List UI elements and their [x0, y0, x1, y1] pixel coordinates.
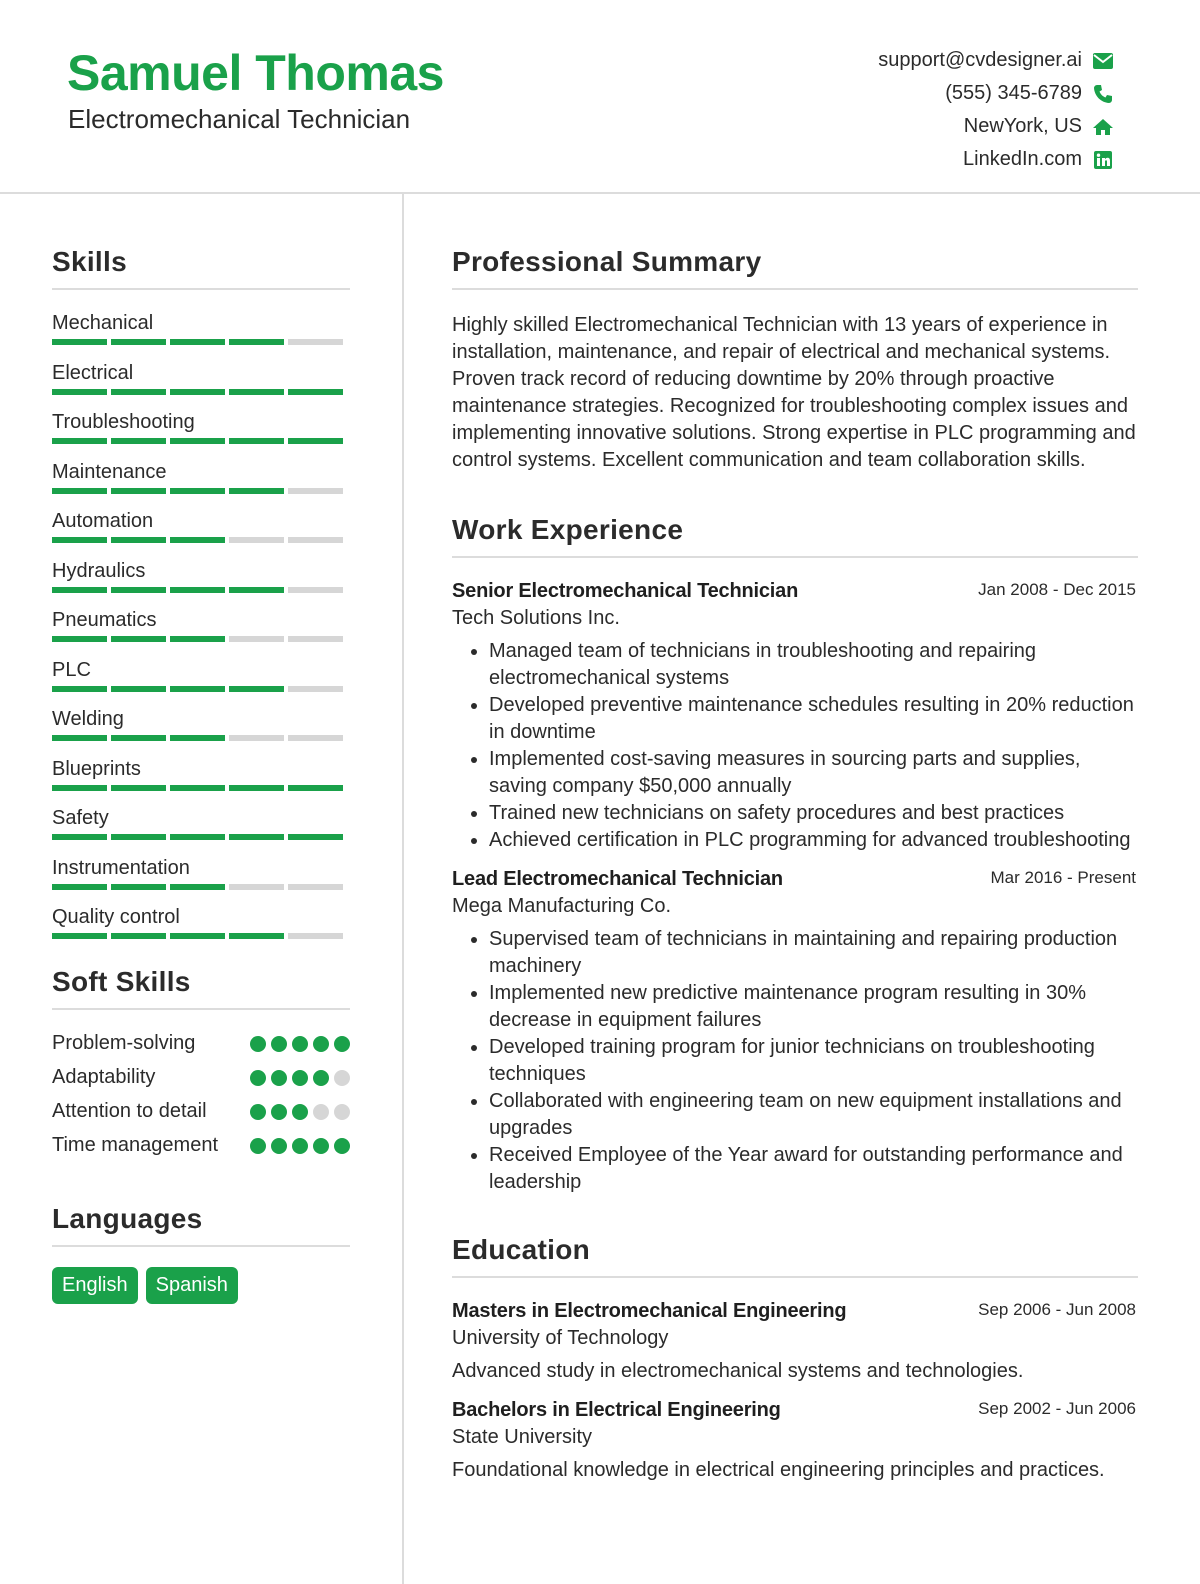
right-column	[452, 246, 1138, 1482]
skill-label: Hydraulics	[52, 559, 146, 582]
rating-dot-filled	[250, 1070, 266, 1086]
skills-section	[52, 246, 350, 956]
skill-segment-empty	[229, 537, 284, 543]
soft-skill-rating	[250, 1104, 350, 1120]
job-bullet: • Received Employee of the Year award for outstanding performance and leadership	[489, 1142, 1138, 1196]
job-bullet: • Trained new technicians on safety procedures and best practices	[489, 800, 1138, 827]
soft-skill-item	[52, 1030, 350, 1057]
language-badge: English	[52, 1267, 138, 1304]
skill-segment-empty	[229, 735, 284, 741]
job-entry	[452, 580, 1138, 854]
skill-segment-filled	[229, 339, 284, 345]
skill-segment-filled	[52, 735, 107, 741]
rating-dot-filled	[292, 1104, 308, 1120]
skill-level-bar	[52, 686, 343, 692]
rating-dot-filled	[313, 1070, 329, 1086]
skill-segment-filled	[52, 636, 107, 642]
education-section	[452, 1234, 1138, 1482]
contact-phone-text[interactable]: (555) 345-6789	[945, 82, 1082, 104]
job-dates: Jan 2008 - Dec 2015	[978, 580, 1136, 599]
skill-label: Automation	[52, 510, 154, 532]
skill-level-bar	[52, 735, 343, 741]
job-bullet: • Achieved certification in PLC programming for advanced troubleshooting	[489, 827, 1138, 854]
soft-skill-item	[52, 1064, 350, 1091]
rating-dot-filled	[292, 1036, 308, 1052]
skill-segment-filled	[52, 587, 107, 593]
soft-skill-rating	[250, 1036, 350, 1052]
contact-email-text[interactable]: support@cvdesigner.ai	[878, 49, 1082, 71]
skill-label: Welding	[52, 708, 124, 730]
rating-dot-filled	[271, 1036, 287, 1052]
skill-level-bar	[52, 537, 343, 543]
skill-segment-filled	[111, 339, 166, 345]
soft-skill-rating	[250, 1138, 350, 1154]
contact-location-text: NewYork, US	[963, 115, 1082, 137]
rating-dot-filled	[292, 1138, 308, 1154]
skill-segment-empty	[229, 884, 284, 890]
skill-segment-filled	[52, 933, 107, 939]
rating-dot-filled	[271, 1104, 287, 1120]
rating-dot-filled	[271, 1070, 287, 1086]
experience-section	[452, 514, 1138, 1196]
skills-list	[52, 312, 350, 956]
rating-dot-empty	[334, 1104, 350, 1120]
skill-segment-filled	[229, 587, 284, 593]
contact-phone[interactable]	[714, 77, 1114, 110]
skill-label: Safety	[52, 807, 109, 829]
skill-item	[52, 857, 350, 907]
language-badge: Spanish	[146, 1267, 238, 1304]
soft-skill-label: Attention to detail	[52, 1099, 207, 1122]
skill-item	[52, 609, 350, 659]
skill-level-bar	[52, 834, 343, 840]
education-school: State University	[452, 1426, 593, 1448]
skills-rule	[52, 288, 350, 290]
skill-item	[52, 758, 350, 808]
education-entry	[452, 1399, 1138, 1482]
summary-section	[452, 246, 1138, 474]
soft-skill-label: Problem-solving	[52, 1031, 196, 1054]
job-bullet: • Implemented cost-saving measures in sourcing parts and supplies, saving company $50,000 annually	[489, 746, 1138, 800]
skill-segment-filled	[52, 785, 107, 791]
skill-segment-filled	[111, 884, 166, 890]
skill-segment-filled	[170, 884, 225, 890]
skill-label: PLC	[52, 658, 91, 681]
skill-item	[52, 906, 350, 956]
skill-segment-filled	[170, 488, 225, 494]
rating-dot-empty	[313, 1104, 329, 1120]
contact-linkedin[interactable]	[714, 143, 1114, 176]
skill-level-bar	[52, 884, 343, 890]
skill-segment-filled	[229, 438, 284, 444]
rating-dot-filled	[334, 1036, 350, 1052]
soft-skill-rating	[250, 1070, 350, 1086]
skill-segment-filled	[229, 488, 284, 494]
education-dates: Sep 2006 - Jun 2008	[978, 1300, 1136, 1319]
education-description: Foundational knowledge in electrical engineering principles and practices.	[452, 1459, 1105, 1481]
skill-segment-filled	[111, 389, 166, 395]
rating-dot-filled	[292, 1070, 308, 1086]
envelope-icon	[1092, 50, 1114, 72]
skill-segment-filled	[111, 933, 166, 939]
skill-level-bar	[52, 636, 343, 642]
column-divider	[402, 194, 404, 1584]
skill-level-bar	[52, 389, 343, 395]
contact-location	[714, 110, 1114, 143]
skill-segment-filled	[52, 884, 107, 890]
job-title: Lead Electromechanical Technician	[452, 868, 783, 890]
languages-rule	[52, 1245, 350, 1247]
languages-list	[52, 1267, 350, 1304]
skill-level-bar	[52, 488, 343, 494]
skill-segment-filled	[170, 686, 225, 692]
skill-label: Mechanical	[52, 312, 154, 334]
skill-segment-filled	[170, 785, 225, 791]
skill-segment-filled	[170, 537, 225, 543]
contact-list	[714, 44, 1114, 176]
education-dates: Sep 2002 - Jun 2006	[978, 1399, 1136, 1418]
skill-segment-filled	[229, 834, 284, 840]
skill-label: Quality control	[52, 906, 180, 928]
skill-segment-filled	[170, 636, 225, 642]
skill-segment-filled	[170, 587, 225, 593]
job-bullet: • Implemented new predictive maintenance program resulting in 30% decrease in equipment failures	[489, 980, 1138, 1034]
skill-segment-filled	[229, 389, 284, 395]
job-bullet: • Supervised team of technicians in maintaining and repairing production machinery	[489, 926, 1138, 980]
soft-skills-heading: Soft Skills	[52, 965, 191, 997]
skill-segment-filled	[52, 488, 107, 494]
education-description: Advanced study in electromechanical systems and technologies.	[452, 1360, 1024, 1382]
skill-segment-empty	[288, 339, 343, 345]
job-entry	[452, 868, 1138, 1196]
skill-segment-filled	[170, 933, 225, 939]
skill-item	[52, 659, 350, 709]
summary-text: Highly skilled Electromechanical Technician with 13 years of experience in installation, maintenance, and repair of electrical and mechanical systems. Proven track record of reducing downtime by 20% through proactive maintenance strategies. Recognized for troubleshooting complex issues and implementing innovative solutions. Strong expertise in PLC programming and control systems. Excellent communication and team collaboration skills.	[452, 314, 1136, 471]
skill-segment-filled	[229, 686, 284, 692]
job-dates: Mar 2016 - Present	[990, 868, 1136, 887]
skill-item	[52, 807, 350, 857]
skill-item	[52, 708, 350, 758]
skill-segment-filled	[229, 785, 284, 791]
phone-icon	[1092, 83, 1114, 105]
skill-segment-filled	[52, 686, 107, 692]
skill-label: Electrical	[52, 361, 134, 384]
left-column	[52, 246, 350, 1304]
languages-heading: Languages	[52, 1202, 203, 1234]
soft-skill-label: Adaptability	[52, 1065, 156, 1088]
skill-item	[52, 312, 350, 362]
skill-segment-empty	[288, 884, 343, 890]
skill-segment-filled	[170, 834, 225, 840]
skill-segment-empty	[288, 587, 343, 593]
job-title: Senior Electromechanical Technician	[452, 580, 799, 602]
skill-label: Blueprints	[52, 757, 141, 780]
experience-heading: Work Experience	[452, 514, 684, 545]
skill-segment-filled	[111, 537, 166, 543]
skill-segment-filled	[52, 438, 107, 444]
skill-label: Troubleshooting	[52, 411, 195, 433]
education-heading: Education	[452, 1234, 591, 1265]
resume-header	[0, 0, 1200, 194]
jobs-list	[452, 580, 1138, 1196]
skill-segment-filled	[288, 438, 343, 444]
soft-skill-item	[52, 1098, 350, 1125]
skill-item	[52, 411, 350, 461]
contact-linkedin-text[interactable]: LinkedIn.com	[963, 148, 1082, 170]
soft-skills-rule	[52, 1008, 350, 1010]
skill-item	[52, 362, 350, 412]
skill-segment-filled	[229, 933, 284, 939]
skill-segment-filled	[170, 389, 225, 395]
skill-segment-filled	[52, 389, 107, 395]
skill-segment-filled	[111, 834, 166, 840]
skill-segment-filled	[111, 488, 166, 494]
skill-segment-filled	[111, 735, 166, 741]
skill-segment-empty	[288, 933, 343, 939]
skill-item	[52, 461, 350, 511]
contact-email[interactable]	[714, 44, 1114, 77]
skill-segment-filled	[170, 438, 225, 444]
job-bullets	[452, 638, 1138, 854]
skill-segment-filled	[52, 537, 107, 543]
skill-segment-empty	[288, 488, 343, 494]
experience-rule	[452, 556, 1138, 558]
skill-level-bar	[52, 438, 343, 444]
skill-level-bar	[52, 933, 343, 939]
job-company: Tech Solutions Inc.	[452, 607, 620, 629]
skill-segment-filled	[288, 785, 343, 791]
soft-skills-section	[52, 966, 350, 1159]
skill-segment-empty	[288, 636, 343, 642]
education-rule	[452, 1276, 1138, 1278]
education-list	[452, 1300, 1138, 1482]
job-bullets	[452, 926, 1138, 1196]
job-bullet: • Managed team of technicians in troubleshooting and repairing electromechanical systems	[489, 638, 1138, 692]
summary-heading: Professional Summary	[452, 246, 762, 277]
education-degree: Masters in Electromechanical Engineering	[452, 1300, 847, 1322]
skill-label: Instrumentation	[52, 856, 190, 879]
skill-segment-filled	[170, 339, 225, 345]
education-degree: Bachelors in Electrical Engineering	[452, 1399, 781, 1421]
skill-segment-filled	[111, 686, 166, 692]
job-bullet: • Developed training program for junior technicians on troubleshooting techniques	[489, 1034, 1138, 1088]
skill-level-bar	[52, 785, 343, 791]
skill-label: Maintenance	[52, 460, 167, 483]
skill-label: Pneumatics	[52, 609, 157, 631]
skill-segment-filled	[288, 834, 343, 840]
rating-dot-empty	[334, 1070, 350, 1086]
languages-section	[52, 1203, 350, 1304]
candidate-name: Samuel Thomas	[67, 45, 444, 101]
summary-rule	[452, 288, 1138, 290]
linkedin-icon	[1092, 149, 1114, 171]
rating-dot-filled	[271, 1138, 287, 1154]
skill-level-bar	[52, 339, 343, 345]
skill-segment-filled	[170, 735, 225, 741]
skill-segment-empty	[229, 636, 284, 642]
soft-skill-item	[52, 1132, 350, 1159]
rating-dot-filled	[313, 1138, 329, 1154]
skill-segment-empty	[288, 735, 343, 741]
home-icon	[1092, 116, 1114, 138]
skill-segment-filled	[52, 834, 107, 840]
skill-segment-filled	[52, 339, 107, 345]
skill-level-bar	[52, 587, 343, 593]
skill-segment-filled	[111, 785, 166, 791]
skill-segment-filled	[111, 587, 166, 593]
job-bullet: • Collaborated with engineering team on new equipment installations and upgrades	[489, 1088, 1138, 1142]
skill-segment-filled	[111, 636, 166, 642]
job-bullet: • Developed preventive maintenance schedules resulting in 20% reduction in downtime	[489, 692, 1138, 746]
rating-dot-filled	[250, 1036, 266, 1052]
soft-skill-label: Time management	[52, 1133, 218, 1156]
skill-item	[52, 560, 350, 610]
skills-heading: Skills	[52, 246, 127, 277]
candidate-title: Electromechanical Technician	[68, 104, 411, 134]
skill-segment-empty	[288, 686, 343, 692]
rating-dot-filled	[250, 1138, 266, 1154]
soft-skills-list	[52, 1030, 350, 1159]
skill-segment-empty	[288, 537, 343, 543]
education-entry	[452, 1300, 1138, 1383]
rating-dot-filled	[250, 1104, 266, 1120]
skill-item	[52, 510, 350, 560]
rating-dot-filled	[313, 1036, 329, 1052]
job-company: Mega Manufacturing Co.	[452, 895, 672, 917]
skill-segment-filled	[111, 438, 166, 444]
education-school: University of Technology	[452, 1327, 669, 1349]
skill-segment-filled	[288, 389, 343, 395]
rating-dot-filled	[334, 1138, 350, 1154]
